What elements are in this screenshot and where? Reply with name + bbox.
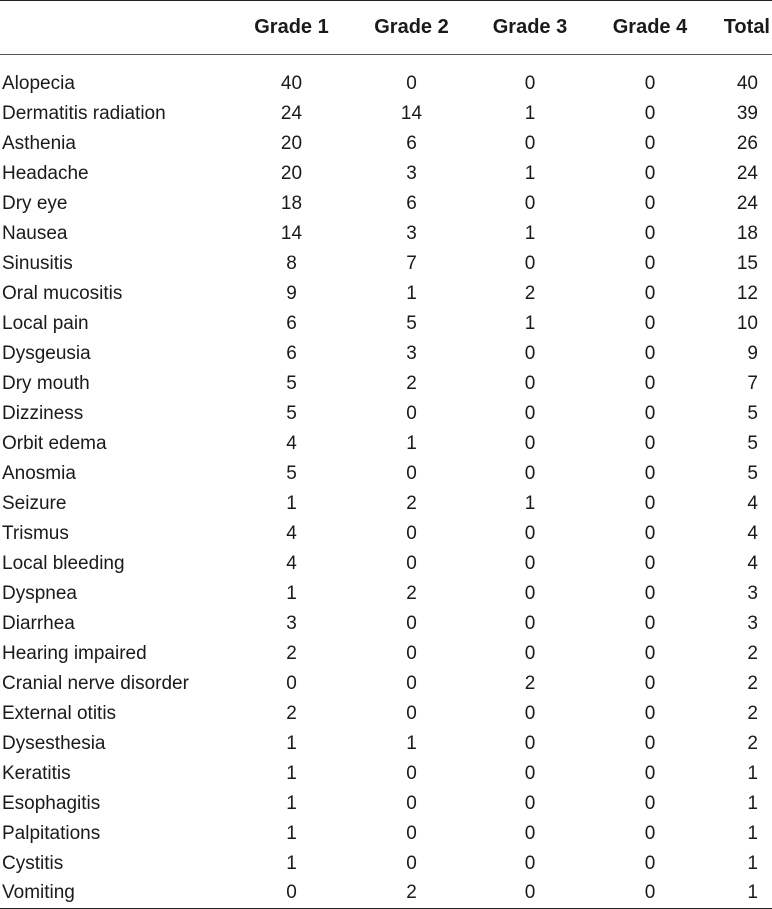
- grade-2-cell: 2: [406, 492, 417, 514]
- table-row: [0, 669, 772, 699]
- grade-4-cell: 0: [644, 612, 656, 634]
- table-row: [0, 129, 772, 159]
- grade-2-cell: 0: [406, 462, 417, 484]
- event-name-cell: Local pain: [2, 312, 89, 334]
- grade-2-cell: 0: [406, 72, 417, 94]
- event-name-cell: Nausea: [2, 222, 68, 244]
- event-name-cell: Seizure: [2, 492, 67, 514]
- grade-4-cell: 0: [644, 102, 656, 124]
- event-name-cell: Hearing impaired: [2, 642, 147, 664]
- event-name-cell: Palpitations: [2, 822, 101, 844]
- grade-4-cell: 0: [644, 492, 656, 514]
- grade-1-cell: 0: [286, 672, 297, 694]
- header-cell-total: Total: [710, 1, 772, 55]
- total-cell: 2: [747, 732, 758, 754]
- event-name-cell: Headache: [2, 162, 89, 184]
- grade-3-cell: 0: [524, 342, 536, 364]
- total-cell: 1: [710, 879, 772, 909]
- grade-1-cell: 1: [286, 852, 297, 874]
- total-cell: 39: [736, 102, 758, 124]
- grade-1-cell: 1: [286, 492, 297, 514]
- table-row: [0, 789, 772, 819]
- event-name-cell: Anosmia: [2, 462, 76, 484]
- grade-1-cell: 6: [286, 342, 297, 364]
- grade-2-cell: 2: [353, 879, 470, 909]
- total-cell: 5: [747, 462, 758, 484]
- grade-2-cell: 3: [406, 342, 417, 364]
- event-name-cell: Alopecia: [2, 72, 75, 94]
- grade-1-cell: 1: [286, 732, 297, 754]
- event-name-cell: Dry mouth: [2, 372, 90, 394]
- header-cell-grade-1: Grade 1: [230, 1, 353, 55]
- grade-1-cell: 4: [286, 552, 297, 574]
- table-row: [0, 219, 772, 249]
- table-row: [0, 459, 772, 489]
- header-cell-grade-4: Grade 4: [590, 1, 710, 55]
- total-cell: 2: [747, 672, 758, 694]
- grade-1-cell: 5: [286, 372, 297, 394]
- table-row: [0, 369, 772, 399]
- event-name-cell: Oral mucositis: [2, 282, 123, 304]
- table-header: [0, 1, 772, 55]
- grade-3-cell: 2: [524, 282, 536, 304]
- grade-3-cell: 0: [470, 879, 590, 909]
- grade-3-cell: 0: [524, 822, 536, 844]
- grade-2-cell: 0: [406, 702, 417, 724]
- grade-3-cell: 0: [524, 522, 536, 544]
- grade-1-cell: 3: [286, 612, 297, 634]
- grade-2-cell: 7: [406, 252, 417, 274]
- grade-3-cell: 1: [524, 312, 536, 334]
- total-cell: 4: [747, 492, 758, 514]
- grade-4-cell: 0: [644, 462, 656, 484]
- grade-4-cell: 0: [644, 372, 656, 394]
- table-row: [0, 309, 772, 339]
- total-cell: 5: [747, 402, 758, 424]
- table-row: [0, 55, 772, 99]
- table-row: [0, 99, 772, 129]
- table-row: [0, 699, 772, 729]
- total-cell: 10: [736, 312, 758, 334]
- grade-1-cell: 2: [286, 702, 297, 724]
- grade-2-cell: 0: [406, 642, 417, 664]
- header-cell-grade-2: Grade 2: [353, 1, 470, 55]
- grade-1-cell: 8: [286, 252, 297, 274]
- grade-2-cell: 0: [406, 672, 417, 694]
- table-row: [0, 189, 772, 219]
- table-row: [0, 579, 772, 609]
- grade-2-cell: 0: [406, 522, 417, 544]
- total-cell: 2: [747, 642, 758, 664]
- table-body: [0, 55, 772, 909]
- event-name-cell: Diarrhea: [2, 612, 75, 634]
- grade-2-cell: 1: [406, 432, 417, 454]
- total-cell: 26: [736, 132, 758, 154]
- grade-4-cell: 0: [644, 762, 656, 784]
- event-name-cell: Trismus: [2, 522, 69, 544]
- total-cell: 15: [736, 252, 758, 274]
- grade-1-cell: 1: [286, 582, 297, 604]
- grade-4-cell: 0: [644, 312, 656, 334]
- grade-1-cell: 1: [286, 792, 297, 814]
- grade-4-cell: 0: [644, 672, 656, 694]
- event-name-cell: Dermatitis radiation: [2, 102, 166, 124]
- grade-3-cell: 0: [524, 612, 536, 634]
- grade-1-cell: 1: [286, 822, 297, 844]
- grade-3-cell: 0: [524, 852, 536, 874]
- grade-1-cell: 4: [286, 432, 297, 454]
- grade-1-cell: 5: [286, 402, 297, 424]
- grade-4-cell: 0: [644, 162, 656, 184]
- table-row: [0, 879, 772, 909]
- grade-4-cell: 0: [590, 879, 710, 909]
- grade-3-cell: 0: [524, 552, 536, 574]
- table-row: [0, 279, 772, 309]
- grade-1-cell: 24: [280, 102, 303, 124]
- grade-1-cell: 2: [286, 642, 297, 664]
- grade-1-cell: 4: [286, 522, 297, 544]
- grade-2-cell: 14: [400, 102, 423, 124]
- total-cell: 3: [747, 582, 758, 604]
- table-row: [0, 159, 772, 189]
- grade-4-cell: 0: [644, 192, 656, 214]
- total-cell: 1: [747, 822, 758, 844]
- grade-4-cell: 0: [644, 642, 656, 664]
- grade-2-cell: 0: [406, 792, 417, 814]
- table-row: [0, 249, 772, 279]
- grade-2-cell: 0: [406, 762, 417, 784]
- total-cell: 7: [747, 372, 758, 394]
- event-name-cell: Cranial nerve disorder: [2, 672, 189, 694]
- total-cell: 9: [747, 342, 758, 364]
- grade-2-cell: 6: [406, 132, 417, 154]
- event-name-cell: Dyspnea: [2, 582, 77, 604]
- grade-1-cell: 9: [286, 282, 297, 304]
- grade-4-cell: 0: [644, 702, 656, 724]
- grade-2-cell: 2: [406, 372, 417, 394]
- event-name-cell: Dizziness: [2, 402, 84, 424]
- grade-3-cell: 2: [524, 672, 536, 694]
- table-row: [0, 519, 772, 549]
- table-row: [0, 609, 772, 639]
- grade-2-cell: 1: [406, 732, 417, 754]
- grade-2-cell: 2: [406, 582, 417, 604]
- total-cell: 12: [736, 282, 758, 304]
- event-name-cell: External otitis: [2, 702, 117, 724]
- grade-4-cell: 0: [644, 822, 656, 844]
- total-cell: 24: [736, 162, 758, 184]
- grade-2-cell: 0: [406, 852, 417, 874]
- event-name-cell: Cystitis: [2, 852, 64, 874]
- table-row: [0, 549, 772, 579]
- grade-1-cell: 14: [280, 222, 303, 244]
- table-row: [0, 729, 772, 759]
- table-row: [0, 819, 772, 849]
- table-row: [0, 639, 772, 669]
- total-cell: 1: [747, 762, 758, 784]
- grade-2-cell: 1: [406, 282, 417, 304]
- grade-2-cell: 0: [406, 552, 417, 574]
- event-name-cell: Asthenia: [2, 132, 76, 154]
- grade-3-cell: 0: [524, 732, 536, 754]
- grade-1-cell: 6: [286, 312, 297, 334]
- event-name-cell: Sinusitis: [2, 252, 73, 274]
- grade-3-cell: 0: [524, 762, 536, 784]
- table-row: [0, 489, 772, 519]
- total-cell: 4: [747, 552, 758, 574]
- event-name-cell: Esophagitis: [2, 792, 101, 814]
- table-row: [0, 429, 772, 459]
- grade-1-cell: 5: [286, 462, 297, 484]
- grade-3-cell: 0: [524, 402, 536, 424]
- header-cell-event: [0, 1, 230, 55]
- grade-4-cell: 0: [644, 72, 656, 94]
- grade-4-cell: 0: [644, 582, 656, 604]
- total-cell: 1: [747, 852, 758, 874]
- event-name-cell: Dry eye: [2, 192, 68, 214]
- grade-4-cell: 0: [644, 252, 656, 274]
- grade-4-cell: 0: [644, 552, 656, 574]
- table-row: [0, 339, 772, 369]
- total-cell: 18: [736, 222, 758, 244]
- event-name-cell: Dysgeusia: [2, 342, 91, 364]
- grade-3-cell: 0: [524, 72, 536, 94]
- grade-4-cell: 0: [644, 342, 656, 364]
- total-cell: 1: [747, 792, 758, 814]
- grade-2-cell: 5: [406, 312, 417, 334]
- total-cell: 4: [747, 522, 758, 544]
- event-name-cell: Dysesthesia: [2, 732, 106, 754]
- grade-3-cell: 1: [524, 492, 536, 514]
- grade-4-cell: 0: [644, 432, 656, 454]
- total-cell: 24: [736, 192, 758, 214]
- grade-3-cell: 0: [524, 432, 536, 454]
- grade-4-cell: 0: [644, 282, 656, 304]
- table-row: [0, 849, 772, 879]
- grade-3-cell: 1: [524, 222, 536, 244]
- total-cell: 3: [747, 612, 758, 634]
- grade-1-cell: 0: [230, 879, 353, 909]
- grade-3-cell: 1: [524, 162, 536, 184]
- grade-2-cell: 0: [406, 822, 417, 844]
- grade-1-cell: 20: [280, 162, 303, 184]
- grade-2-cell: 3: [406, 222, 417, 244]
- grade-4-cell: 0: [644, 522, 656, 544]
- grade-2-cell: 0: [406, 402, 417, 424]
- grade-3-cell: 0: [524, 192, 536, 214]
- event-name-cell: Local bleeding: [2, 552, 125, 574]
- grade-4-cell: 0: [644, 852, 656, 874]
- event-name-cell: Vomiting: [0, 879, 230, 909]
- grade-1-cell: 20: [280, 132, 303, 154]
- grade-3-cell: 0: [524, 642, 536, 664]
- grade-1-cell: 18: [280, 192, 303, 214]
- grade-3-cell: 0: [524, 132, 536, 154]
- grade-1-cell: 1: [286, 762, 297, 784]
- grade-3-cell: 0: [524, 702, 536, 724]
- header-cell-grade-3: Grade 3: [470, 1, 590, 55]
- grade-3-cell: 1: [524, 102, 536, 124]
- total-cell: 5: [747, 432, 758, 454]
- grade-2-cell: 0: [406, 612, 417, 634]
- grade-3-cell: 0: [524, 462, 536, 484]
- table-row: [0, 759, 772, 789]
- grade-4-cell: 0: [644, 792, 656, 814]
- grade-2-cell: 6: [406, 192, 417, 214]
- table-row: [0, 399, 772, 429]
- event-name-cell: Keratitis: [2, 762, 71, 784]
- grade-4-cell: 0: [644, 402, 656, 424]
- grade-3-cell: 0: [524, 582, 536, 604]
- header-row: [0, 1, 772, 55]
- grade-4-cell: 0: [644, 222, 656, 244]
- grade-4-cell: 0: [644, 732, 656, 754]
- grade-2-cell: 3: [406, 162, 417, 184]
- event-name-cell: Orbit edema: [2, 432, 107, 454]
- grade-3-cell: 0: [524, 792, 536, 814]
- grade-3-cell: 0: [524, 252, 536, 274]
- total-cell: 40: [736, 72, 758, 94]
- grade-4-cell: 0: [644, 132, 656, 154]
- grade-1-cell: 40: [280, 72, 303, 94]
- grade-3-cell: 0: [524, 372, 536, 394]
- total-cell: 2: [747, 702, 758, 724]
